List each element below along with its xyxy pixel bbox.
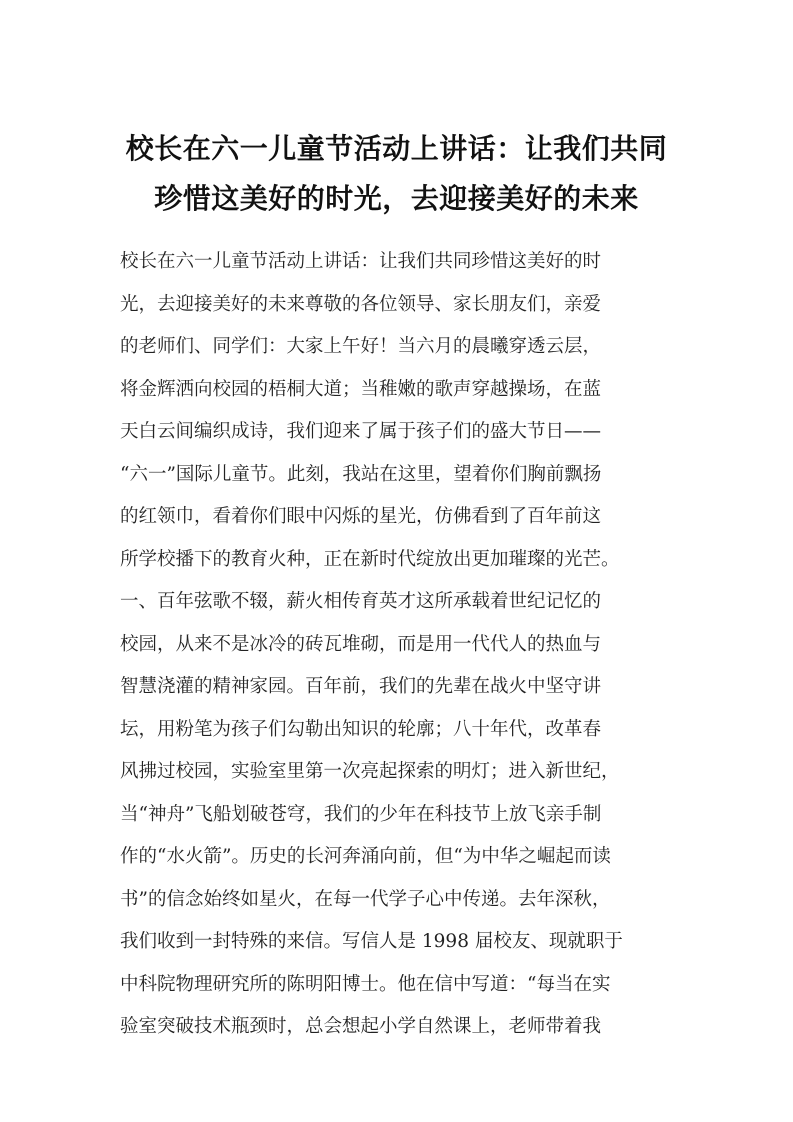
body-line: 将金辉洒向校园的梧桐大道；当稚嫩的歌声穿越操场，在蓝 [120,378,602,400]
body-line: 的老师们、同学们：大家上午好！当六月的晨曦穿透云层， [120,336,602,357]
body-line: 天白云间编织成诗，我们迎来了属于孩子们的盛大节日—— [120,421,602,442]
body-line: 的红领巾，看着你们眼中闪烁的星光，仿佛看到了百年前这 [120,506,602,527]
body-line: 风拂过校园，实验室里第一次亮起探索的明灯；进入新世纪， [120,761,620,782]
document-title [100,124,693,224]
body-line: 一、百年弦歌不辍，薪火相传育英才这所承载着世纪记忆的 [120,591,602,612]
body-line: “六一”国际儿童节。此刻，我站在这里，望着你们胸前飘扬 [120,463,602,485]
title-line: 珍惜这美好的时光，去迎接美好的未来 [154,182,639,215]
body-line: 验室突破技术瓶颈时，总会想起小学自然课上，老师带着我 [120,1016,602,1037]
body-line: 我们收到一封特殊的来信。写信人是 1998 届校友、现就职于 [120,931,623,952]
body-line: 智慧浇灌的精神家园。百年前，我们的先辈在战火中坚守讲 [120,676,602,697]
body-line: 光，去迎接美好的未来尊敬的各位领导、家长朋友们，亲爱 [120,293,602,315]
body-line: 校长在六一儿童节活动上讲话：让我们共同珍惜这美好的时 [120,251,602,272]
body-line: 当“神舟”飞船划破苍穹，我们的少年在科技节上放飞亲手制 [120,803,602,825]
body-line: 作的“水火箭”。历史的长河奔涌向前，但“为中华之崛起而读 [120,846,611,867]
body-line: 所学校播下的教育火种，正在新时代绽放出更加璀璨的光芒。 [120,548,620,570]
document-body [120,241,680,1049]
body-line: 校园，从来不是冰冷的砖瓦堆砌，而是用一代代人的热血与 [120,633,602,655]
title-line: 校长在六一儿童节活动上讲话：让我们共同 [125,132,668,165]
body-line: 中科院物理研究所的陈明阳博士。他在信中写道：“每当在实 [120,973,611,995]
body-line: 书”的信念始终如星火，在每一代学子心中传递。去年深秋， [120,888,611,910]
body-line: 坛，用粉笔为孩子们勾勒出知识的轮廓；八十年代，改革春 [120,718,602,740]
